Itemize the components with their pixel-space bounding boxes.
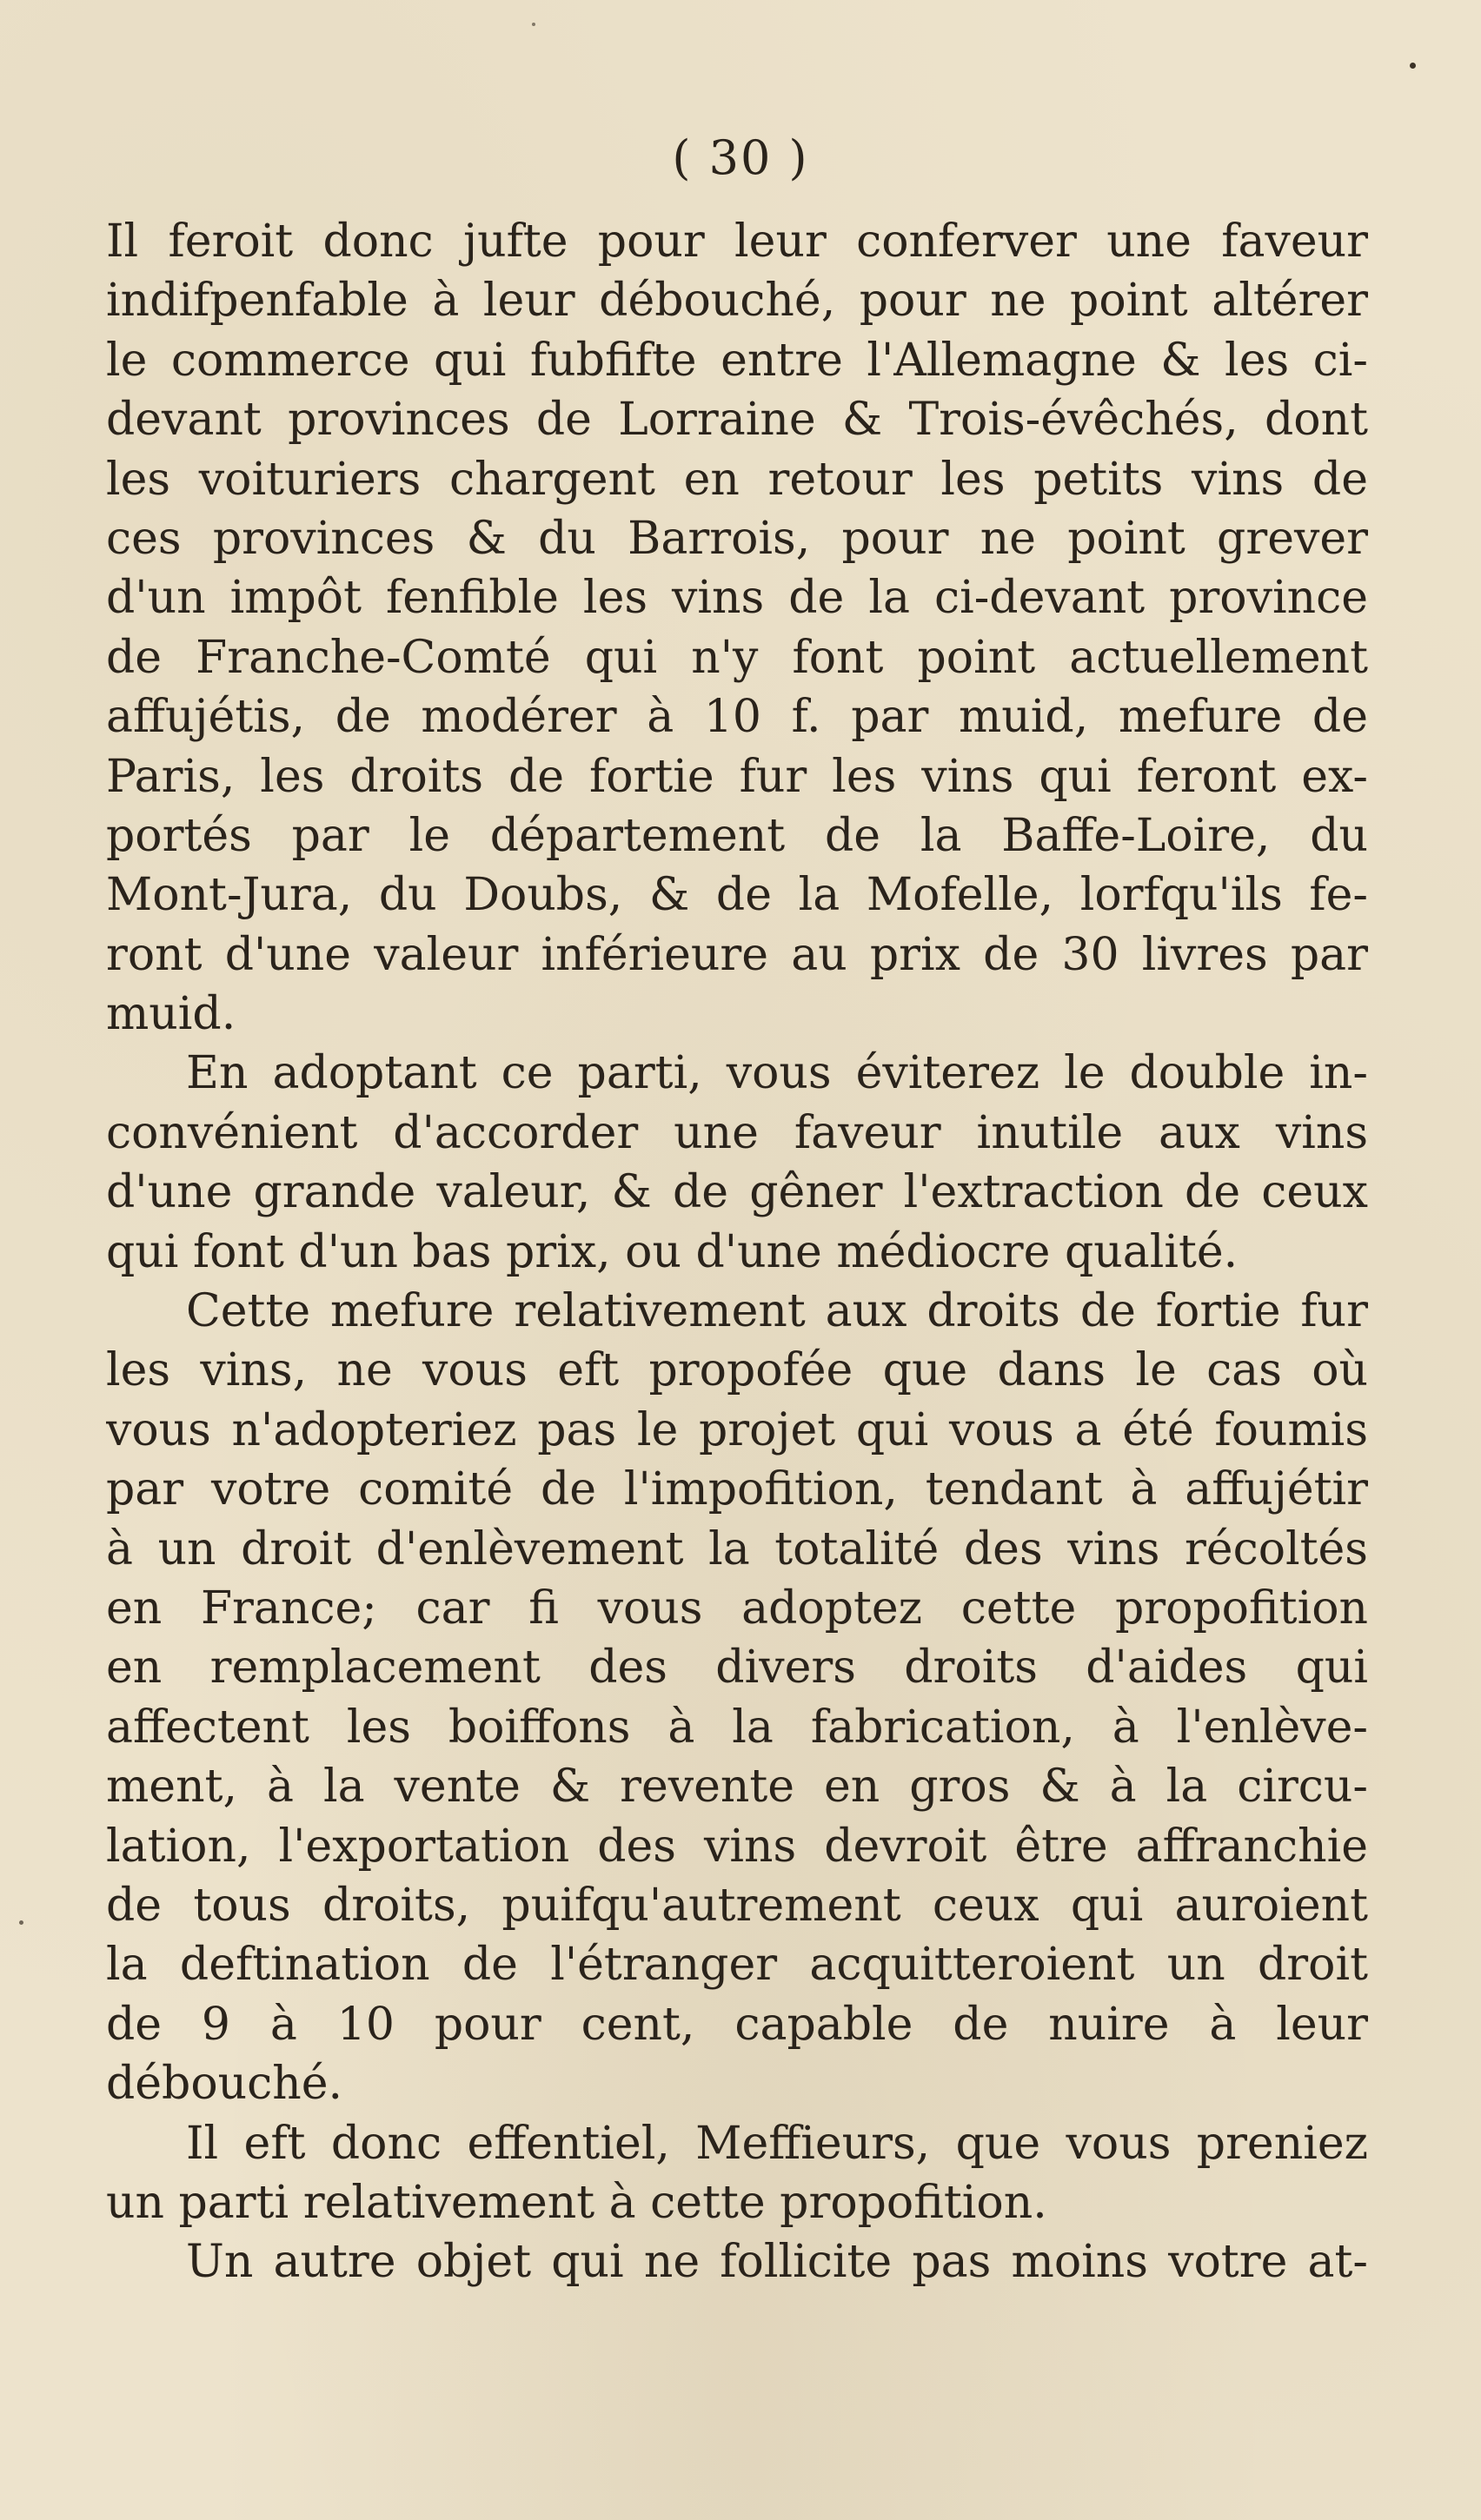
text-line: devant provinces de Lorraine & Trois-évêchés, dont [106,394,1368,447]
text-line: de 9 à 10 pour cent, capable de nuire à leur [106,1998,1368,2051]
text-line: la deftination de l'étranger acquitteroient un droit [106,1939,1368,1992]
text-line: affujétis, de modérer à 10 f. par muid, mefure de [106,691,1368,744]
text-line: muid. [106,988,236,1041]
text-line: un parti relativement à cette propofition. [106,2176,1047,2229]
text-line: vous n'adopteriez pas le projet qui vous a été foumis [106,1403,1368,1456]
text-line: débouché. [106,2058,343,2111]
text-line: Cette mefure relativement aux droits de fortie fur [186,1285,1368,1338]
text-line: Il eft donc effentiel, Meffieurs, que vous preniez [186,2117,1368,2170]
ink-speck [1410,63,1416,69]
ink-speck [532,23,535,26]
page-number: ( 30 ) [672,130,809,185]
text-line: lation, l'exportation des vins devroit être affranchie [106,1820,1368,1873]
text-line: affectent les boiffons à la fabrication, à l'enlève- [106,1701,1368,1754]
text-line: de tous droits, puifqu'autrement ceux qui auroient [106,1879,1368,1932]
text-line: portés par le département de la Baffe-Loire, du [106,809,1368,862]
text-line: indifpenfable à leur débouché, pour ne point altérer [106,275,1368,328]
text-line: de Franche-Comté qui n'y font point actuellement [106,631,1368,684]
ink-speck [19,1920,23,1925]
text-line: par votre comité de l'impofition, tendant à affujétir [106,1463,1368,1516]
text-line: Il feroit donc jufte pour leur conferver une faveur [106,216,1368,268]
text-line: le commerce qui fubfifte entre l'Allemagne & les ci- [106,334,1368,387]
text-line: les voituriers chargent en retour les petits vins de [106,453,1368,506]
text-line: ment, à la vente & revente en gros & à la circu- [106,1761,1368,1814]
text-line: en remplacement des divers droits d'aides qui [106,1641,1368,1694]
text-line: les vins, ne vous eft propofée que dans le cas où [106,1344,1368,1397]
text-line: ront d'une valeur inférieure au prix de 30 livres par [106,928,1368,981]
text-line: à un droit d'enlèvement la totalité des vins récoltés [106,1522,1368,1575]
text-line: qui font d'un bas prix, ou d'une médiocre qualité. [106,1225,1239,1278]
text-line: ces provinces & du Barrois, pour ne point grever [106,512,1368,565]
text-line: en France; car fi vous adoptez cette propofition [106,1582,1368,1635]
text-line: convénient d'accorder une faveur inutile aux vins [106,1106,1368,1159]
text-line: Paris, les droits de fortie fur les vins qui feront ex- [106,750,1368,803]
text-line: En adoptant ce parti, vous éviterez le double in- [186,1047,1368,1100]
text-line: d'une grande valeur, & de gêner l'extraction de ceux [106,1166,1368,1219]
body-text [106,212,1368,2292]
text-line: Mont-Jura, du Doubs, & de la Mofelle, lorfqu'ils fe- [106,869,1368,922]
text-line: d'un impôt fenfible les vins de la ci-devant province [106,572,1368,625]
text-line: Un autre objet qui ne follicite pas moins votre at- [186,2236,1368,2289]
